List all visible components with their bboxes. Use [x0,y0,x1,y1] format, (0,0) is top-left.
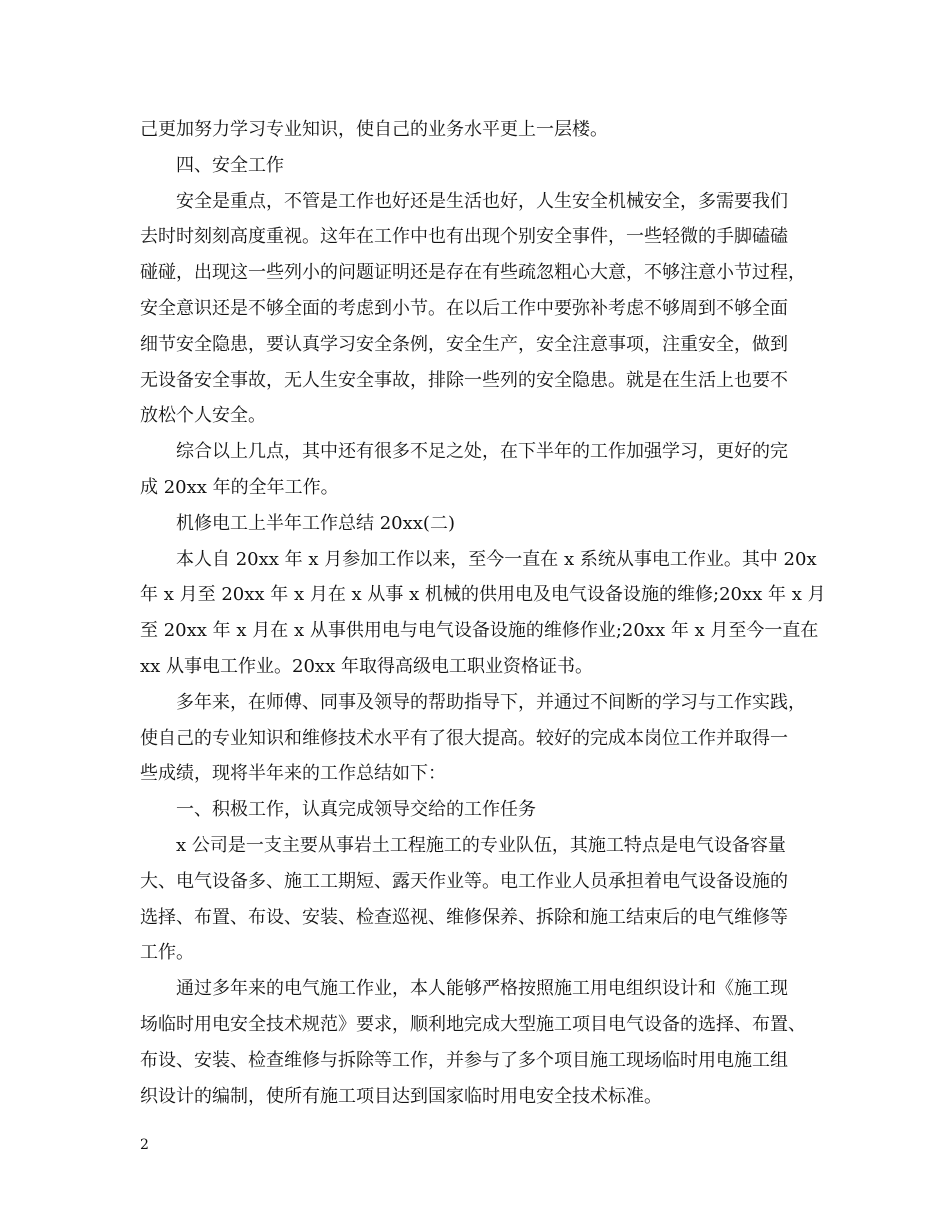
page-number: 2 [140,1137,149,1153]
text-line-27: 布设、安装、检查维修与拆除等工作，并参与了多个项目施工现场临时用电施工组 [140,1049,788,1071]
text-line-7: 细节安全隐患，要认真学习安全条例，安全生产，安全注意事项，注重安全，做到 [140,333,788,355]
text-line-4: 去时时刻刻高度重视。这年在工作中也有出现个别安全事件，一些轻微的手脚磕磕 [140,226,788,248]
text-line-13: 本人自 20xx 年 x 月参加工作以来，至今一直在 x 系统从事电工作业。其中 20x [176,548,817,570]
section-heading-safety: 四、安全工作 [176,154,284,176]
text-line-6: 安全意识还是不够全面的考虑到小节。在以后工作中要弥补考虑不够周到不够全面 [140,297,788,319]
text-line-25: 通过多年来的电气施工作业，本人能够严格按照施工用电组织设计和《施工现 [176,978,788,1000]
document-body [140,112,830,1114]
text-line-1: 己更加努力学习专业知识，使自己的业务水平更上一层楼。 [140,119,608,140]
text-line-9: 放松个人安全。 [140,405,266,427]
text-line-16: xx 从事电工作业。20xx 年取得高级电工职业资格证书。 [140,655,593,677]
text-line-8: 无设备安全事故，无人生安全事故，排除一些列的安全隐患。就是在生活上也要不 [140,369,788,391]
text-line-10: 综合以上几点，其中还有很多不足之处，在下半年的工作加强学习，更好的完 [176,441,788,463]
text-line-23: 选择、布置、布设、安装、检查巡视、维修保养、拆除和施工结束后的电气维修等 [140,906,788,928]
text-line-5: 碰碰，出现这一些列小的问题证明还是存在有些疏忽粗心大意，不够注意小节过程， [140,262,806,284]
text-line-15: 至 20xx 年 x 月在 x 从事供用电与电气设备设施的维修作业;20xx 年 x 月至今一直在 [140,620,819,642]
text-line-28: 织设计的编制，使所有施工项目达到国家临时用电安全技术标准。 [140,1085,662,1107]
text-line-18: 使自己的专业知识和维修技术水平有了很大提高。较好的完成本岗位工作并取得一 [140,727,788,749]
text-line-3: 安全是重点，不管是工作也好还是生活也好，人生安全机械安全，多需要我们 [176,190,788,212]
document-subtitle: 机修电工上半年工作总结 20xx(二) [176,512,455,534]
section-heading-work: 一、积极工作，认真完成领导交给的工作任务 [176,799,536,821]
text-line-17: 多年来，在师傅、同事及领导的帮助指导下，并通过不间断的学习与工作实践， [176,691,806,713]
text-line-11: 成 20xx 年的全年工作。 [140,476,339,498]
text-line-21: x 公司是一支主要从事岩土工程施工的专业队伍，其施工特点是电气设备容量 [176,834,786,856]
text-line-26: 场临时用电安全技术规范》要求，顺利地完成大型施工项目电气设备的选择、布置、 [140,1013,806,1035]
text-line-14: 年 x 月至 20xx 年 x 月在 x 从事 x 机械的供用电及电气设备设施的维修;20xx 年 x 月 [140,584,826,606]
text-line-24: 工作。 [140,942,194,964]
text-line-22: 大、电气设备多、施工工期短、露天作业等。电工作业人员承担着电气设备设施的 [140,870,788,892]
text-line-19: 些成绩，现将半年来的工作总结如下： [140,763,446,785]
